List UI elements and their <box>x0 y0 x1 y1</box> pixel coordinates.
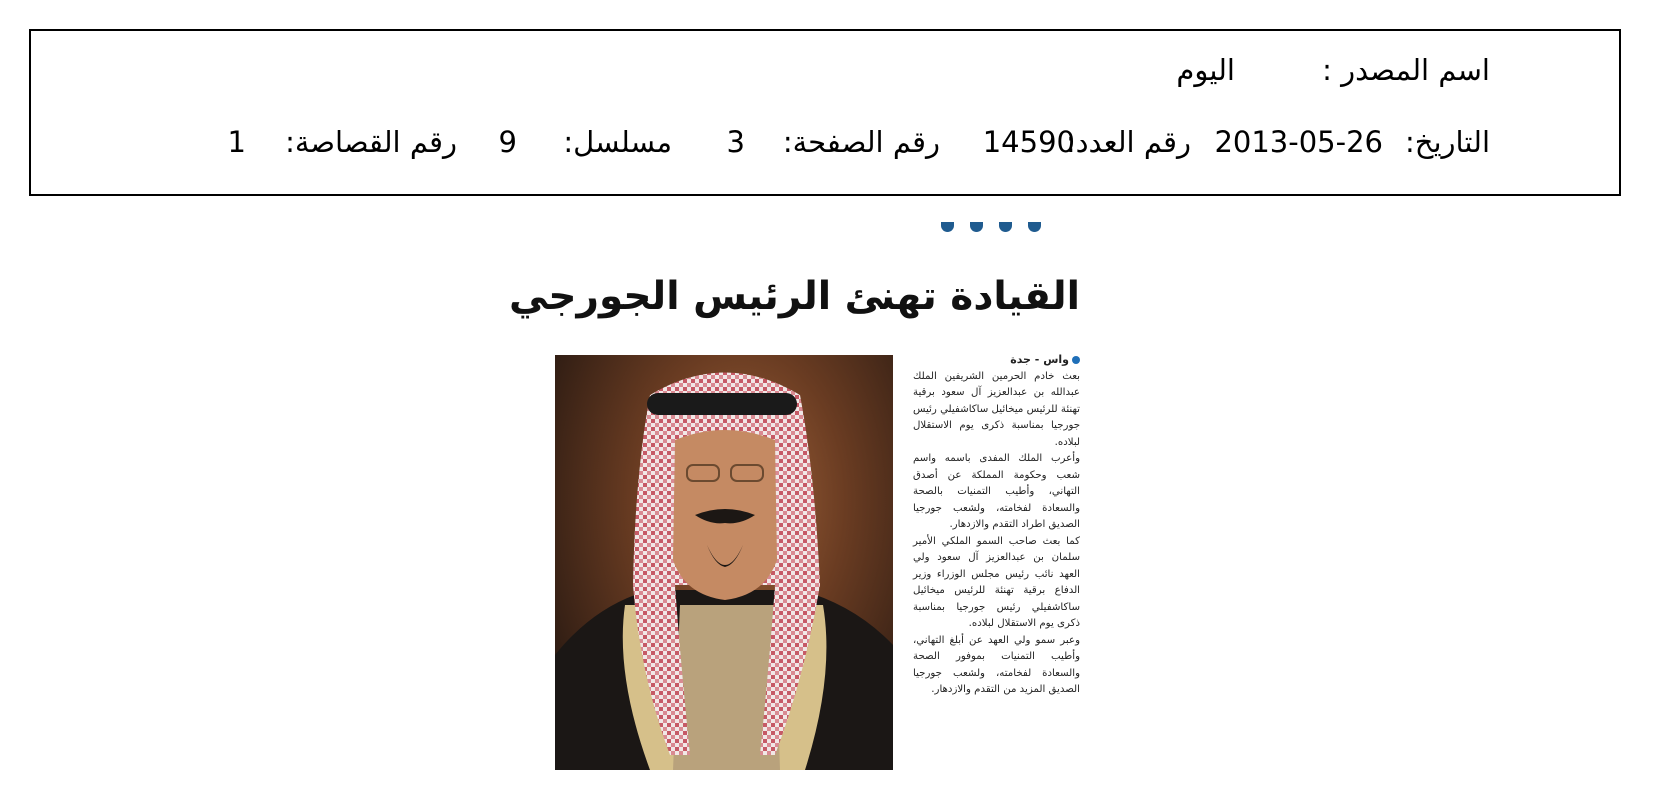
section-dots <box>941 222 1041 234</box>
article-paragraph: كما بعث صاحب السمو الملكي الأمير سلمان بن عبدالعزيز آل سعود ولي العهد نائب رئيس مجلس الوزراء وزير الدفاع برقية تهنئة للرئيس ميخائيل ساكاشفيلي رئيس جورجيا بمناسبة ذكرى يوم الاستقلال لبلاده. <box>913 535 1080 629</box>
portrait-illustration <box>555 355 893 770</box>
source-value: اليوم <box>1176 53 1235 87</box>
article-body <box>913 352 1080 699</box>
byline-bullet-icon <box>1072 356 1080 364</box>
byline <box>913 352 1080 369</box>
section-dot <box>1028 222 1041 232</box>
issue-value: 14590 <box>982 125 1075 159</box>
section-dot <box>941 222 954 232</box>
article-headline: القيادة تهنئ الرئيس الجورجي <box>508 274 1080 319</box>
date-label: التاريخ: <box>1404 125 1490 159</box>
clipping-value: 1 <box>227 125 246 159</box>
article-paragraph: وأعرب الملك المفدى باسمه واسم شعب وحكومة المملكة عن أصدق التهاني، وأطيب التمنيات بالصحة والسعادة لفخامته، ولشعب جورجيا الصديق اطراد التقدم والازدهار. <box>913 453 1080 530</box>
serial-value: 9 <box>498 125 517 159</box>
issue-label: رقم العدد: <box>1065 125 1191 159</box>
source-label: اسم المصدر : <box>1322 53 1490 87</box>
section-dot <box>970 222 983 232</box>
byline-text: واس - جدة <box>1010 353 1069 366</box>
date-value: 2013-05-26 <box>1214 125 1383 159</box>
article-paragraph: وعبر سمو ولي العهد عن أبلغ التهاني، وأطيب التمنيات بموفور الصحة والسعادة لفخامته، ولشعب جورجيا الصديق المزيد من التقدم والازدهار. <box>913 634 1080 695</box>
article-paragraph: بعث خادم الحرمين الشريفين الملك عبدالله بن عبدالعزيز آل سعود برقية تهنئة للرئيس ميخائيل ساكاشفيلي رئيس جورجيا بمناسبة ذكرى يوم الاستقلال لبلاده. <box>913 370 1080 448</box>
newspaper-clipping <box>508 222 1080 774</box>
page-value: 3 <box>726 125 745 159</box>
serial-label: مسلسل: <box>563 125 672 159</box>
clipping-label: رقم القصاصة: <box>285 125 457 159</box>
page-label: رقم الصفحة: <box>782 125 940 159</box>
section-dot <box>999 222 1012 232</box>
portrait-photo <box>555 355 893 770</box>
